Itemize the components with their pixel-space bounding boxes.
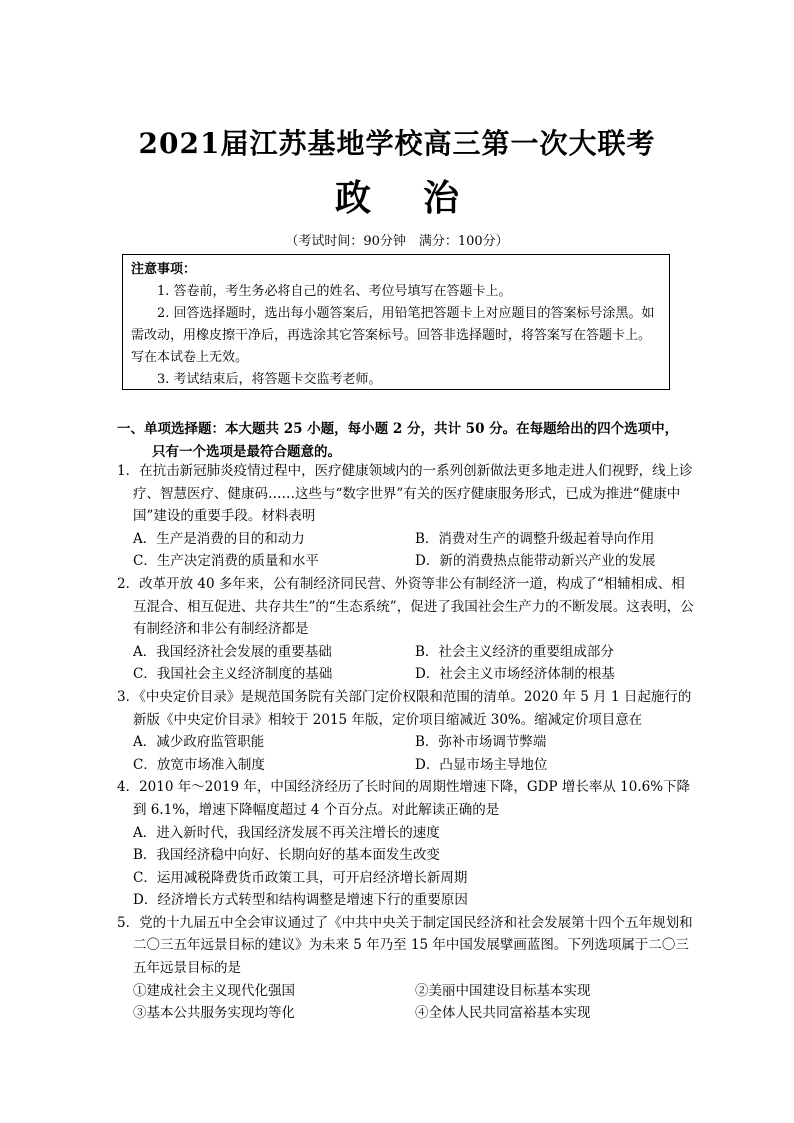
option: D．新的消费热点能带动新兴产业的发展 xyxy=(415,553,656,570)
question-stem: 5．党的十九届五中全会审议通过了《中共中央关于制定国民经济和社会发展第十四个五年规划和二〇三五年远景目标的建议》为未来 5 年乃至 15 年中国发展擘画蓝图。下列选项属于二〇三五年远景目标的是 xyxy=(117,914,693,977)
section-heading-line: 一、单项选择题：本大题共 25 小题，每小题 2 分，共计 50 分。在每题给出的四个选项中， xyxy=(117,421,679,437)
option: B．我国经济稳中向好、长期向好的基本面发生改变 xyxy=(133,847,440,864)
question xyxy=(117,686,697,776)
question xyxy=(117,573,697,686)
question-stem: 4．2010 年～2019 年，中国经济经历了长时间的周期性增速下降，GDP 增长率从 10.6%下降到 6.1%，增速下降幅度超过 4 个百分点。对此解读正确的是 xyxy=(117,779,691,818)
option-group xyxy=(117,731,697,776)
option: C．运用减税降费货币政策工具，可开启经济增长新周期 xyxy=(133,869,468,886)
option: C．生产决定消费的质量和水平 xyxy=(133,553,319,570)
option: A．进入新时代，我国经济发展不再关注增长的速度 xyxy=(133,824,440,841)
exam-info: （考试时间：90分钟 满分：100分） xyxy=(285,234,509,249)
option: C．我国社会主义经济制度的基础 xyxy=(133,666,333,683)
option: ③基本公共服务实现均等化 xyxy=(133,1005,295,1022)
question xyxy=(117,912,697,1025)
option: C．放宽市场准入制度 xyxy=(133,756,265,773)
option: D．凸显市场主导地位 xyxy=(415,756,548,773)
question-stem: 1．在抗击新冠肺炎疫情过程中，医疗健康领域内的一系列创新做法更多地走进人们视野，线上诊疗、智慧医疗、健康码……这些与“数字世界”有关的医疗健康服务形式，已成为推进“健康中国”建设的重要手段。材料表明 xyxy=(117,463,693,525)
question-stem: 2．改革开放 40 多年来，公有制经济同民营、外资等非公有制经济一道，构成了“相辅相成、相互混合、相互促进、共存共生”的“生态系统”，促进了我国社会生产力的不断发展。这表明，公有制经济和非公有制经济都是 xyxy=(117,575,694,638)
option: ②美丽中国建设目标基本实现 xyxy=(415,982,591,999)
notice-item: 2. 回答选择题时，选出每小题答案后，用铅笔把答题卡上对应题目的答案标号涂黑。如需改动，用橡皮擦干净后，再选涂其它答案标号。回答非选择题时，将答案写在答题卡上。写在本试卷上无效。 xyxy=(131,306,655,365)
subject-title: 政治 xyxy=(334,177,511,219)
section-heading xyxy=(117,418,692,464)
option: A．我国经济社会发展的重要基础 xyxy=(133,643,332,660)
option-group xyxy=(117,641,697,686)
option-group xyxy=(117,980,697,1025)
notice-item: 3. 考试结束后，将答题卡交监考老师。 xyxy=(157,372,382,387)
option: A．减少政府监管职能 xyxy=(133,734,265,751)
option: D．经济增长方式转型和结构调整是增速下行的重要原因 xyxy=(133,892,468,909)
option: ①建成社会主义现代化强国 xyxy=(133,982,295,999)
option: B．弥补市场调节弊端 xyxy=(415,734,547,751)
option-group xyxy=(117,822,697,912)
option: ④全体人民共同富裕基本实现 xyxy=(415,1005,591,1022)
option: B．消费对生产的调整升级起着导向作用 xyxy=(415,530,655,547)
option: D．社会主义市场经济体制的根基 xyxy=(415,666,615,683)
option: A．生产是消费的目的和动力 xyxy=(133,530,305,547)
section-heading-line: 只有一个选项是最符合题意的。 xyxy=(152,444,341,460)
notice-heading: 注意事项： xyxy=(131,262,197,277)
notice-item: 1. 答卷前，考生务必将自己的姓名、考位号填写在答题卡上。 xyxy=(157,284,512,299)
notice-box xyxy=(122,254,670,390)
question xyxy=(117,776,697,912)
option-group xyxy=(117,528,697,573)
question-list xyxy=(117,460,697,1025)
option: B．社会主义经济的重要组成部分 xyxy=(415,643,614,660)
exam-title: 2021届江苏基地学校高三第一次大联考 xyxy=(138,127,656,160)
question xyxy=(117,460,697,573)
question-stem: 3．《中央定价目录》是规范国务院有关部门定价权限和范围的清单。2020 年 5 月 1 日起施行的新版《中央定价目录》相较于 2015 年版，定价项目缩减近 30%。缩减定价项目意在 xyxy=(117,688,692,728)
